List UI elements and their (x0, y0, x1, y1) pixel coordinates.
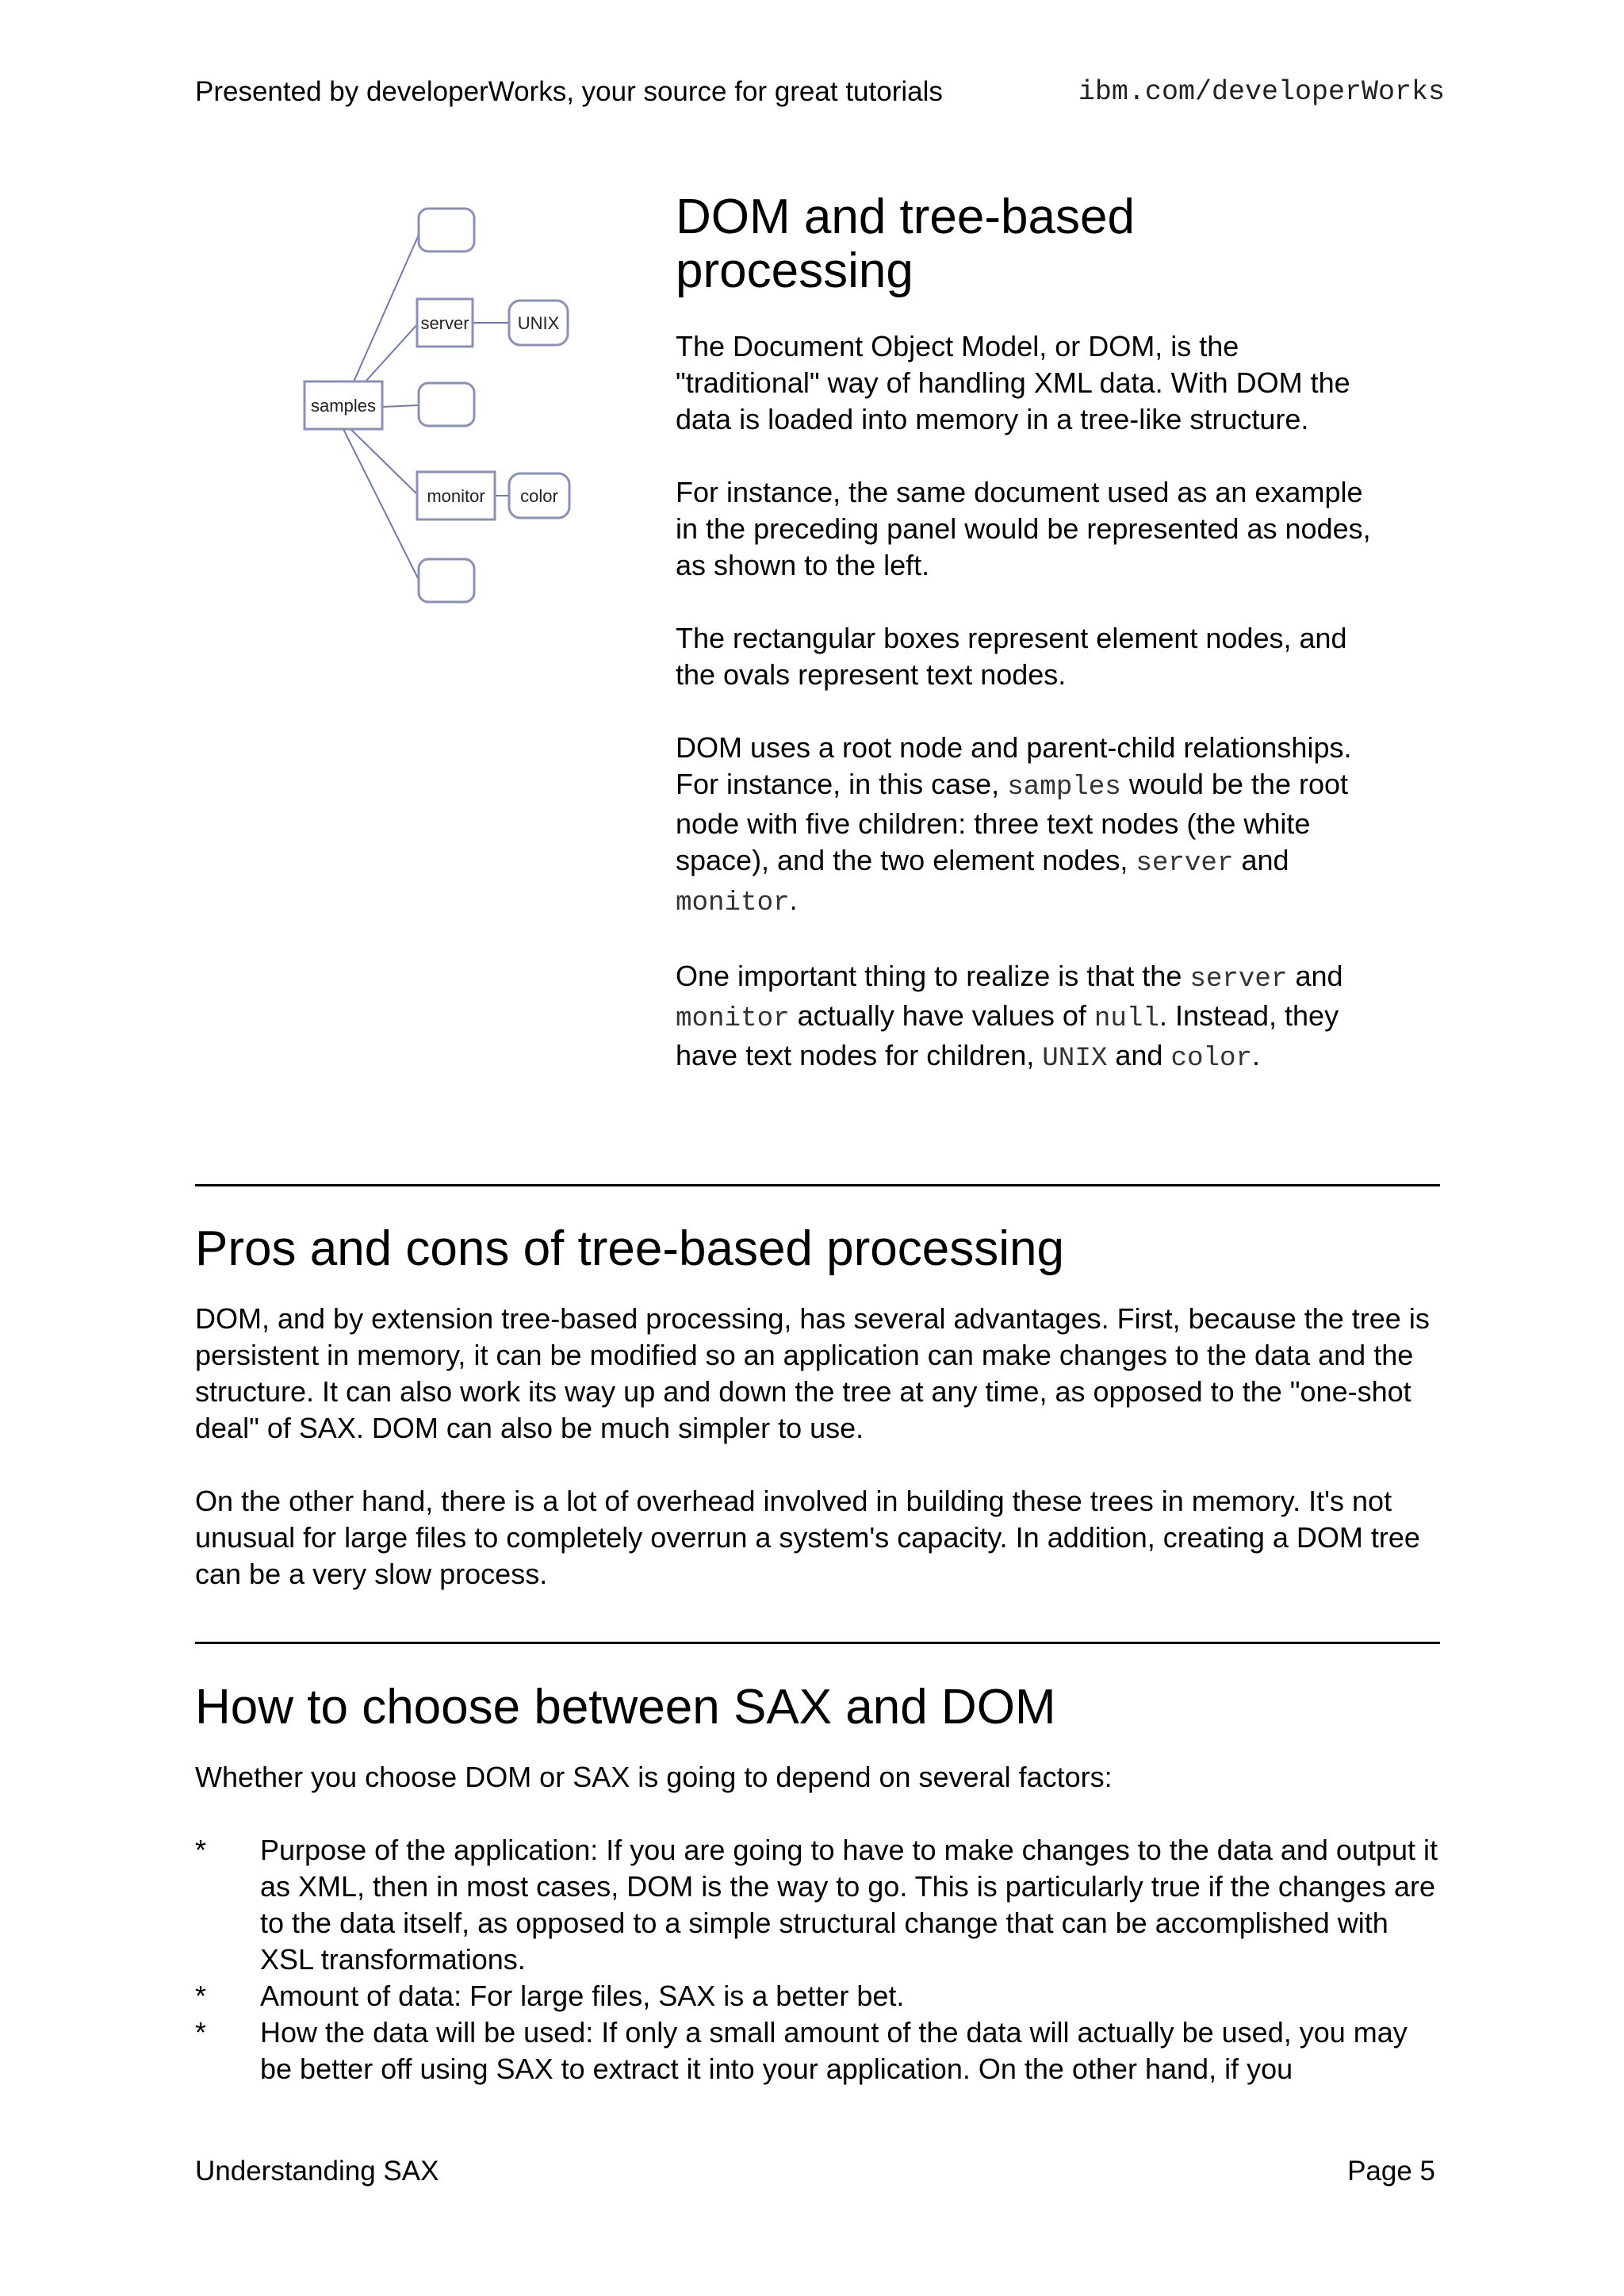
whitespace-text-node-2 (419, 383, 474, 426)
whitespace-text-node-3 (419, 559, 474, 602)
code-unix: UNIX (1042, 1044, 1108, 1074)
list-item-text: How the data will be used: If only a small amount of the data will actually be used, you may be better off using SAX to extract it into your application. On the other hand, if you (260, 2016, 1408, 2085)
choose-section (195, 1680, 1440, 2087)
page-footer-title: Understanding SAX (195, 2156, 439, 2187)
text-run: . Instead, they have text nodes for children, (676, 999, 1339, 1071)
paragraph-dom-intro: The Document Object Model, or DOM, is the "traditional" way of handling XML data. With DOM the data is loaded into memory in a tree-like structure. (676, 330, 1350, 435)
list-item (195, 1832, 1440, 1978)
code-server: server (1189, 964, 1288, 995)
section-title-choose: How to choose between SAX and DOM (195, 1680, 1056, 1734)
code-color: color (1170, 1044, 1253, 1074)
color-text-node-label: color (520, 486, 558, 506)
pros-cons-section (195, 1221, 1440, 1629)
paragraph-dom-example: For instance, the same document used as an example in the preceding panel would be represented as nodes, as shown to the left. (676, 476, 1371, 581)
server-node-label: server (420, 313, 469, 333)
code-null: null (1094, 1004, 1159, 1034)
section-title-dom: DOM and tree-based processing (676, 190, 1135, 298)
code-server: server (1136, 849, 1234, 879)
whitespace-text-node-1 (419, 209, 474, 251)
list-item-text: Amount of data: For large files, SAX is a better bet. (260, 1980, 905, 2012)
section-divider (195, 1184, 1440, 1186)
dom-tree-diagram (293, 202, 579, 615)
bullet-marker: * (195, 1980, 207, 2012)
section-divider (195, 1642, 1440, 1644)
paragraph-dom-root (676, 730, 1373, 922)
paragraph-dom-null (676, 958, 1373, 1077)
code-monitor: monitor (676, 888, 790, 918)
monitor-node-label: monitor (427, 486, 485, 506)
section-title-pros-cons: Pros and cons of tree-based processing (195, 1221, 1064, 1276)
text-run: actually have values of (789, 999, 1094, 1032)
code-monitor: monitor (676, 1004, 790, 1034)
unix-text-node-label: UNIX (517, 313, 560, 333)
root-node-label: samples (311, 396, 376, 416)
list-item-text: Purpose of the application: If you are going to have to make changes to the data and output it as XML, then in most cases, DOM is the way to go. This is particularly true if the changes are to the data itself, as opposed to a simple structural change that can be accomplished with XSL transformations. (260, 1834, 1438, 1976)
bullet-marker: * (195, 1834, 207, 1866)
factors-list (195, 1832, 1440, 2087)
paragraph-advantages: DOM, and by extension tree-based processing, has several advantages. First, because the tree is persistent in memory, it can be modified so an application can make changes to the data and the structure. It can also work its way up and down the tree at any time, as opposed to the "one-shot deal" of SAX. DOM can also be much simpler to use. (195, 1302, 1430, 1444)
page-header-title: Presented by developerWorks, your source for great tutorials (195, 76, 943, 107)
text-run: and (1107, 1039, 1171, 1071)
dom-section (676, 190, 1373, 1114)
text-run: would be the root node with five children: three text nodes (the white space), and the two element nodes, (676, 768, 1349, 876)
text-run: . (789, 884, 798, 916)
text-run: and (1287, 960, 1343, 992)
page-number: Page 5 (1347, 2156, 1435, 2187)
list-item (195, 1978, 1440, 2014)
paragraph-disadvantages: On the other hand, there is a lot of overhead involved in building these trees in memory. It's not unusual for large files to completely overrun a system's capacity. In addition, creating a DOM tree can be a very slow process. (195, 1485, 1420, 1590)
text-run: One important thing to realize is that the (676, 960, 1190, 992)
paragraph-choose-intro: Whether you choose DOM or SAX is going to depend on several factors: (195, 1761, 1113, 1793)
paragraph-dom-shapes: The rectangular boxes represent element nodes, and the ovals represent text nodes. (676, 622, 1347, 691)
list-item (195, 2014, 1440, 2087)
bullet-marker: * (195, 2016, 207, 2049)
page-header-site: ibm.com/developerWorks (1078, 76, 1445, 108)
text-run: DOM uses a root node and parent-child relationships. For instance, in this case, (676, 731, 1352, 800)
text-run: . (1252, 1039, 1261, 1071)
code-samples: samples (1007, 772, 1121, 803)
text-run: and (1233, 844, 1289, 876)
